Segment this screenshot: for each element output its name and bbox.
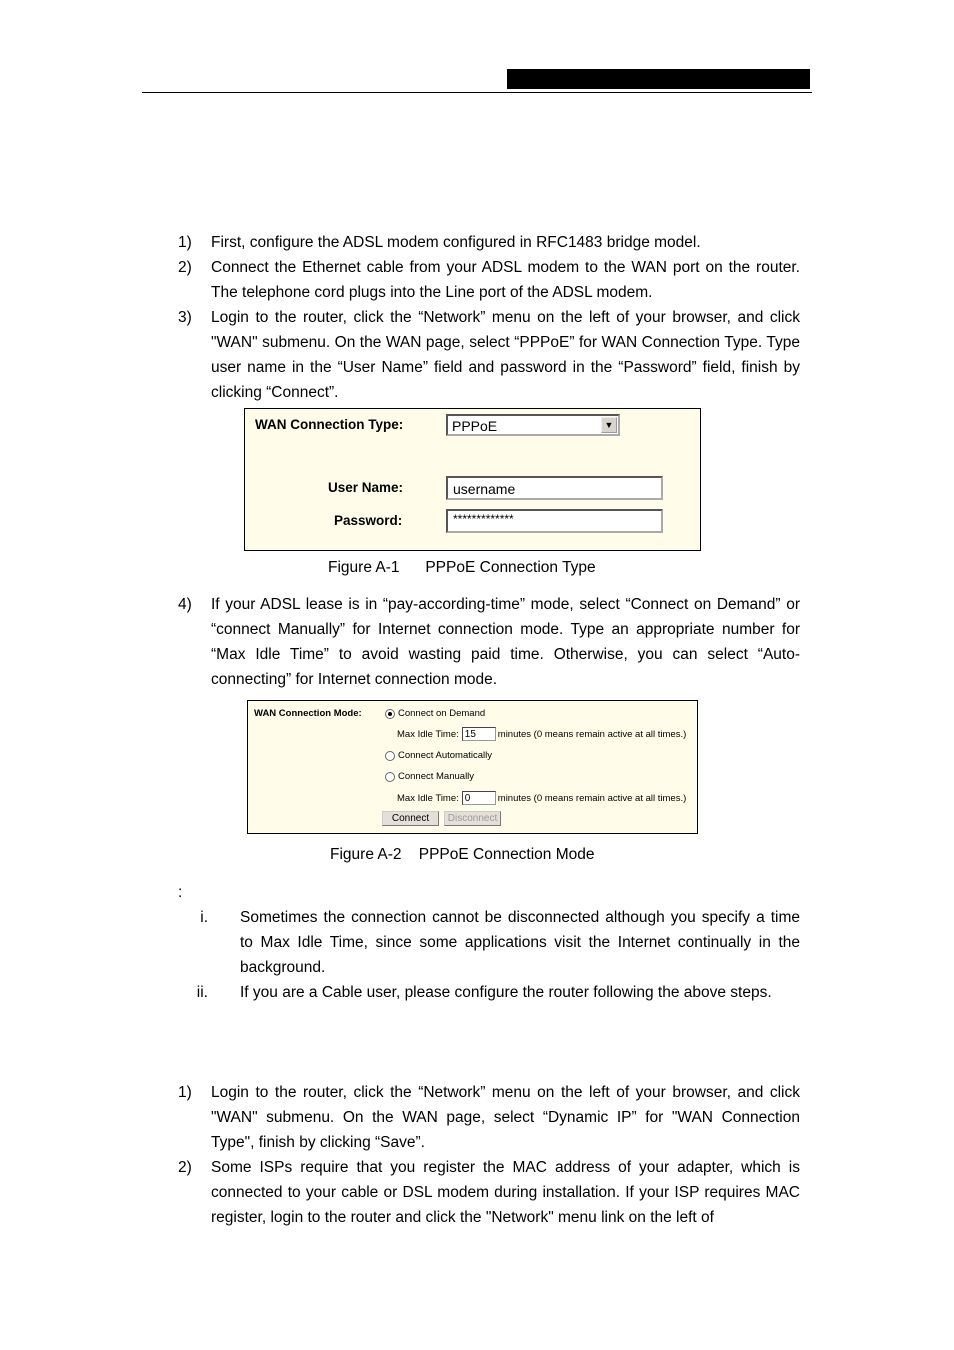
pppoe-type-panel [244,408,701,551]
list-item [178,1080,800,1155]
radio-label: Connect on Demand [398,708,486,719]
list-number: 4) [178,596,192,613]
list-number: 2) [178,259,192,276]
radio-unselected-icon[interactable] [385,751,395,761]
list-item [178,1155,800,1230]
note-item [178,980,800,1030]
idle-note: minutes (0 means remain active at all times.) [497,792,687,804]
mode-label: WAN Connection Mode: [254,708,362,719]
list-text: Login to the router, click the “Network” menu on the left of your browser, and click "WAN" submenu. On the WAN page, select “PPPoE” for WAN Connection Type. Type user name in the “User Name” field and password in the “Password” field, finish by clicking “Connect”. [211,309,800,401]
username-label: User Name: [328,480,404,495]
wan-type-label: WAN Connection Type: [255,417,404,432]
disconnect-button[interactable]: Disconnect [444,811,501,826]
radio-unselected-icon[interactable] [385,772,395,782]
password-input[interactable] [446,509,663,533]
header-rule [142,92,812,93]
username-input[interactable] [446,476,663,500]
figure-caption: Figure A-2 PPPoE Connection Mode [330,846,595,863]
list-item [178,592,800,692]
radio-connect-manually[interactable] [385,771,474,782]
radio-connect-on-demand[interactable] [385,708,485,719]
figure-caption: Figure A-1 PPPoE Connection Type [328,559,596,576]
list-text: Connect the Ethernet cable from your ADSL modem to the WAN port on the router. The telephone cord plugs into the Line port of the ADSL modem. [211,259,800,301]
chevron-down-icon[interactable]: ▼ [601,417,617,433]
list-item [178,305,800,405]
pppoe-mode-panel [247,700,698,834]
password-value: ************* [453,512,514,526]
note-number: i. [200,909,208,926]
list-number: 2) [178,1159,192,1176]
password-label: Password: [334,513,403,528]
list-item [178,230,800,255]
radio-selected-icon[interactable] [385,709,395,719]
note-marker: : [178,884,183,901]
radio-label: Connect Manually [398,771,475,782]
idle-time-input[interactable]: 15 [462,727,496,741]
radio-label: Connect Automatically [398,750,492,761]
list-number: 1) [178,1084,192,1101]
wan-type-select[interactable] [446,414,620,436]
list-text: Some ISPs require that you register the MAC address of your adapter, which is connected to your cable or DSL modem during installation. If your ISP requires MAC register, login to the router and click the "Network" menu link on the left of [211,1159,800,1226]
idle-note: minutes (0 means remain active at all times.) [497,728,687,740]
list-text: First, configure the ADSL modem configured in RFC1483 bridge model. [211,234,701,251]
list-number: 3) [178,309,192,326]
idle-time-row [397,791,686,805]
username-value: username [453,481,516,497]
radio-connect-automatically[interactable] [385,750,492,761]
list-number: 1) [178,234,192,251]
idle-label: Max Idle Time: [397,792,459,804]
list-text: If your ADSL lease is in “pay-according-time” mode, select “Connect on Demand” or “connect Manually” for Internet connection mode. Type an appropriate number for “Max Idle Time” to avoid wasting paid time. Otherwise, you can select “Auto-connecting” for Internet connection mode. [211,596,800,688]
header-bar [507,69,810,89]
list-text: Login to the router, click the “Network” menu on the left of your browser, and click "WAN" submenu. On the WAN page, select “Dynamic IP” for "WAN Connection Type", finish by clicking “Save”. [211,1084,800,1151]
list-item [178,255,800,305]
idle-time-input[interactable]: 0 [462,791,496,805]
note-text: Sometimes the connection cannot be disconnected although you specify a time to Max Idle Time, since some applications visit the Internet continually in the background. [240,909,800,976]
note-number: ii. [196,984,208,1001]
wan-type-value: PPPoE [452,418,498,434]
note-item [178,905,800,980]
idle-label: Max Idle Time: [397,728,459,740]
connect-button[interactable]: Connect [382,811,439,826]
note-text: If you are a Cable user, please configure the router following the above steps. [240,984,772,1001]
idle-time-row [397,727,686,741]
